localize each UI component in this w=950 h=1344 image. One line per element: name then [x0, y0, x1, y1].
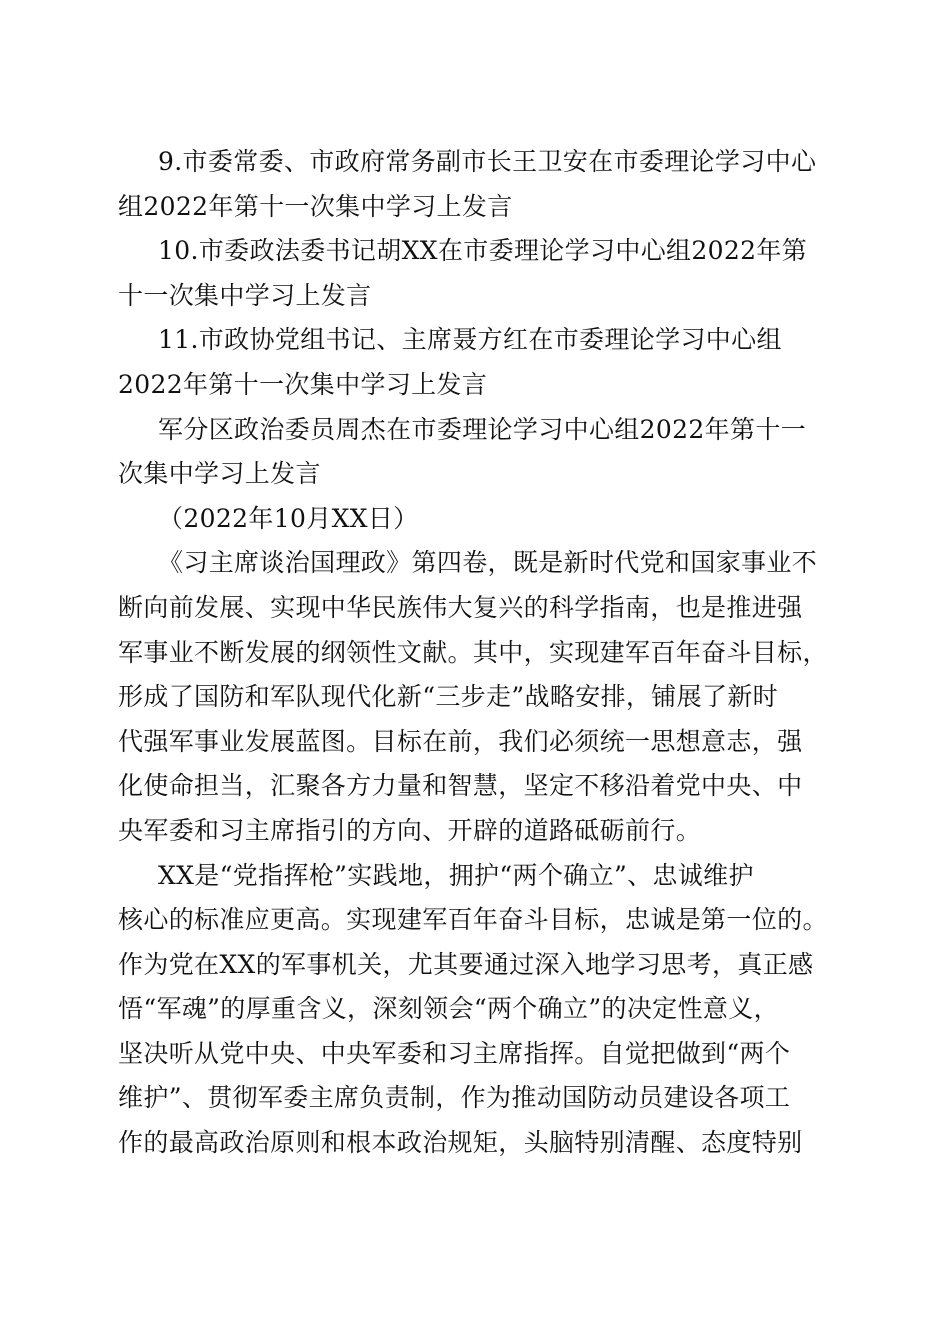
paragraph-1-line-5: 代强军事业发展蓝图。目标在前，我们必须统一思想意志，强: [118, 726, 803, 756]
paragraph-2-line-5: 坚决听从党中央、中央军委和习主席指挥。自觉把做到“两个: [118, 1038, 791, 1068]
paragraph-1-line-4: 形成了国防和军队现代化新“三步走”战略安排，铺展了新时: [118, 682, 779, 712]
paragraph-2-line-1: XX是“党指挥枪”实践地，拥护“两个确立”、忠诚维护: [158, 860, 754, 890]
paragraph-2-line-6: 维护”、贯彻军委主席负责制，作为推动国防动员建设各项工: [118, 1083, 791, 1113]
speech-title-line-1: 军分区政治委员周杰在市委理论学习中心组2022年第十一: [158, 414, 807, 444]
paragraph-1-line-1: 《习主席谈治国理政》第四卷，既是新时代党和国家事业不: [158, 548, 818, 578]
speech-title-line-2: 次集中学习上发言: [118, 459, 321, 489]
paragraph-1-line-7: 央军委和习主席指引的方向、开辟的道路砥砺前行。: [118, 815, 702, 845]
paragraph-2-line-3: 作为党在XX的军事机关，尤其要通过深入地学习思考，真正感: [118, 949, 814, 979]
list-item-9-line-1: 9.市委常委、市政府常务副市长王卫安在市委理论学习中心: [158, 147, 817, 176]
paragraph-1-line-6: 化使命担当，汇聚各方力量和智慧，坚定不移沿着党中央、中: [118, 771, 803, 801]
paragraph-1-line-3: 军事业不断发展的纲领性文献。其中，实现建军百年奋斗目标，: [118, 637, 828, 667]
speech-date: （2022年10月XX日）: [158, 503, 419, 533]
document-body: [118, 140, 830, 1166]
paragraph-2-line-7: 作的最高政治原则和根本政治规矩，头脑特别清醒、态度特别: [118, 1128, 803, 1158]
list-item-9-line-2: 组2022年第十一次集中学习上发言: [118, 191, 513, 221]
paragraph-2-line-2: 核心的标准应更高。实现建军百年奋斗目标，忠诚是第一位的。: [118, 905, 828, 935]
list-item-10-line-1: 10.市委政法委书记胡XX在市委理论学习中心组2022年第: [158, 236, 808, 266]
paragraph-1-line-2: 断向前发展、实现中华民族伟大复兴的科学指南，也是推进强: [118, 592, 803, 622]
paragraph-2-line-4: 悟“军魂”的厚重含义，深刻领会“两个确立”的决定性意义，: [118, 994, 779, 1024]
list-item-10-line-2: 十一次集中学习上发言: [118, 280, 372, 310]
list-item-11-line-1: 11.市政协党组书记、主席聂方红在市委理论学习中心组: [158, 325, 782, 355]
list-item-11-line-2: 2022年第十一次集中学习上发言: [118, 369, 488, 399]
